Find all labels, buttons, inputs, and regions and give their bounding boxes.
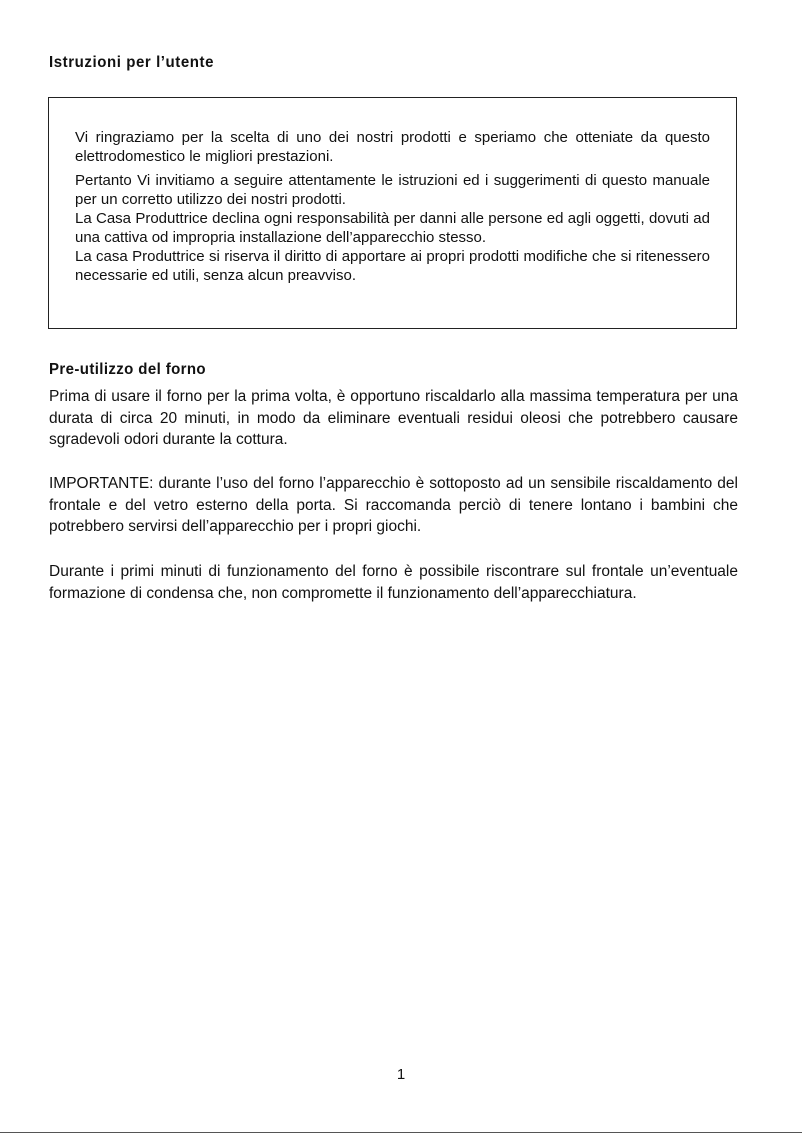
intro-paragraph-modifications: La casa Produttrice si riserva il diritto di apportare ai propri prodotti modifiche che si ritenessero necessarie ed utili, senza alcun preavviso. xyxy=(75,248,710,284)
page-number: 1 xyxy=(396,1066,406,1083)
intro-paragraph-liability: La Casa Produttrice declina ogni responsabilità per danni alle persone ed agli oggetti, dovuti ad una cattiva od impropria installazione dell’apparecchio stesso. xyxy=(75,210,710,246)
intro-box xyxy=(48,97,737,329)
intro-text xyxy=(75,128,710,285)
bottom-rule xyxy=(0,1132,802,1133)
page-title: Istruzioni per l’utente xyxy=(49,54,215,71)
body-paragraph-preheat: Prima di usare il forno per la prima volta, è opportuno riscaldarlo alla massima temperatura per una durata di circa 20 minuti, in modo da eliminare eventuali residui oleosi che potrebbero causare sgradevoli odori durante la cottura. xyxy=(49,388,738,448)
section-heading: Pre-utilizzo del forno xyxy=(49,361,207,378)
body-paragraph-important: IMPORTANTE: durante l’uso del forno l’apparecchio è sottoposto ad un sensibile riscaldamento del frontale e del vetro esterno della porta. Si raccomanda perciò di tenere lontano i bambini che potrebbero servirsi dell’apparecchio per i propri giochi. xyxy=(49,475,738,535)
intro-paragraph-instructions: Pertanto Vi invitiamo a seguire attentamente le istruzioni ed i suggerimenti di questo manuale per un corretto utilizzo dei nostri prodotti. xyxy=(75,172,710,208)
body-paragraph-condensation: Durante i primi minuti di funzionamento del forno è possibile riscontrare sul frontale un’eventuale formazione di condensa che, non compromette il funzionamento dell’apparecchiatura. xyxy=(49,563,738,602)
intro-paragraph-thanks: Vi ringraziamo per la scelta di uno dei nostri prodotti e speriamo che otteniate da questo elettrodomestico le migliori prestazioni. xyxy=(75,129,710,165)
